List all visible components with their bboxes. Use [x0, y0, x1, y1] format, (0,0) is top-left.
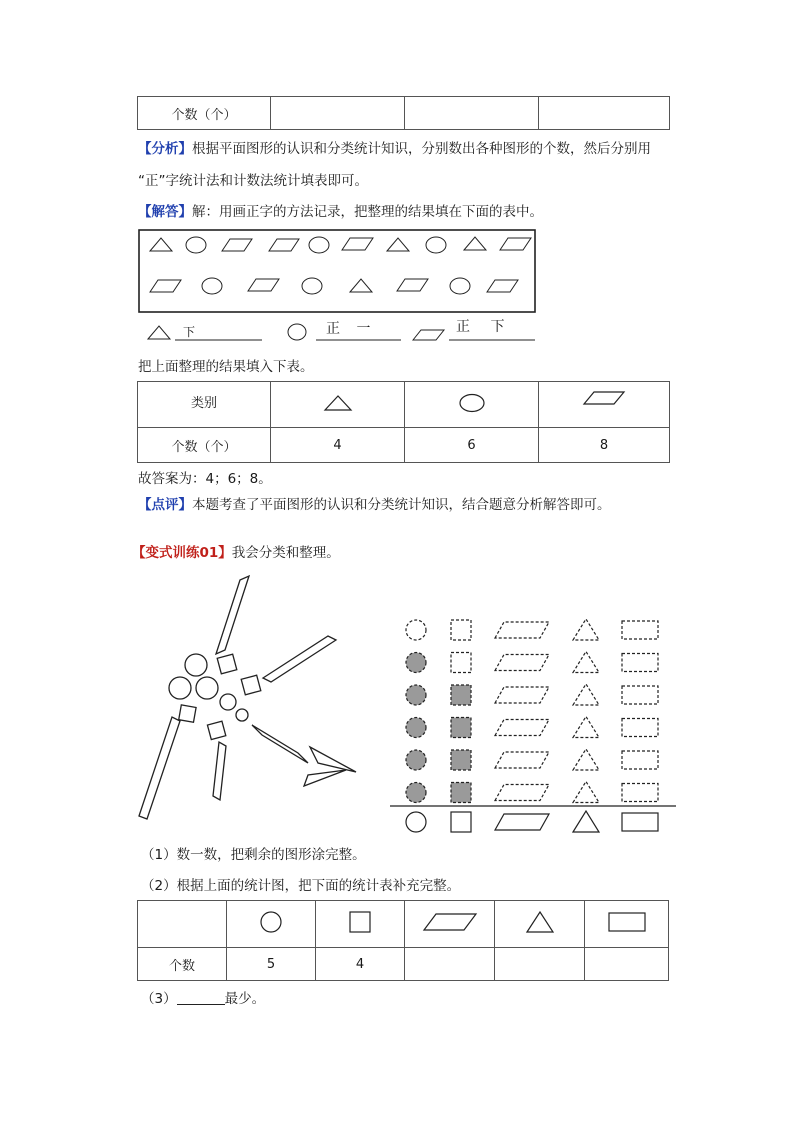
- question-3: [141, 990, 265, 1008]
- tally-triangle: 下: [183, 325, 196, 339]
- stats-value-circle: 5: [227, 948, 316, 981]
- parallelogram-mark: [495, 622, 549, 638]
- triangle-mark: [573, 652, 599, 673]
- square-mark: [451, 685, 471, 705]
- triangle-mark: [573, 717, 599, 738]
- stats-value-rectangle[interactable]: [585, 948, 669, 981]
- exercise-title: 我会分类和整理。: [231, 545, 340, 561]
- exercise-tag: 【变式训练01】: [132, 545, 232, 561]
- parallelogram-mark: [495, 687, 549, 703]
- parallelogram-icon: [422, 912, 478, 932]
- parallelogram-mark: [495, 752, 549, 768]
- triangle-mark: [573, 811, 599, 832]
- square-mark: [451, 653, 471, 673]
- question-3-suffix: 最少。: [224, 991, 266, 1007]
- analysis-line2: “正”字统计法和计数法统计填表即可。: [138, 173, 368, 189]
- rectangle-mark: [622, 654, 658, 672]
- result-row-label: 个数（个）: [138, 428, 271, 463]
- analysis-text: 根据平面图形的认识和分类统计知识，分别数出各种图形的个数，然后分别用: [192, 141, 651, 157]
- stats-header-triangle: [495, 901, 585, 948]
- comment-text: 本题考查了平面图形的认识和分类统计知识，结合题意分析解答即可。: [192, 497, 611, 513]
- final-answer: 故答案为：4；6；8。: [138, 471, 272, 487]
- rectangle-mark: [622, 686, 658, 704]
- rectangle-mark: [622, 813, 658, 831]
- stats-value-square: 4: [316, 948, 405, 981]
- rectangle-mark: [622, 784, 658, 802]
- result-value-circle: 6: [405, 428, 539, 463]
- parallelogram-mark: [495, 785, 549, 801]
- rectangle-mark: [622, 719, 658, 737]
- question-1: （1）数一数，把剩余的图形涂完整。: [141, 847, 366, 863]
- circle-mark: [406, 718, 426, 738]
- tally-parallelogram: 正 下: [456, 319, 513, 335]
- stats-header-square: [316, 901, 405, 948]
- result-value-parallelogram: 8: [539, 428, 670, 463]
- stats-value-triangle[interactable]: [495, 948, 585, 981]
- triangle-mark: [573, 749, 599, 770]
- parallelogram-mark: [495, 655, 549, 671]
- square-mark: [451, 750, 471, 770]
- circle-mark: [406, 685, 426, 705]
- triangle-mark: [573, 619, 599, 640]
- circle-mark: [406, 812, 426, 832]
- question-2: （2）根据上面的统计图，把下面的统计表补充完整。: [141, 878, 461, 894]
- question-3-prefix: （3）: [141, 991, 177, 1007]
- square-mark: [451, 812, 471, 832]
- top-table-row-label: 个数（个）: [138, 97, 271, 130]
- rectangle-mark: [622, 751, 658, 769]
- stats-header-parallelogram: [405, 901, 495, 948]
- answer-text: 解：用画正字的方法记录，把整理的结果填在下面的表中。: [192, 204, 543, 220]
- tally-circle: 正 一: [326, 321, 377, 337]
- square-mark: [451, 718, 471, 738]
- result-header-label: 类别: [138, 382, 271, 428]
- stats-header-rectangle: [585, 901, 669, 948]
- rectangle-mark: [622, 621, 658, 639]
- circle-mark: [406, 750, 426, 770]
- stats-header-circle: [227, 901, 316, 948]
- rectangle-icon: [607, 911, 647, 933]
- comment-tag: 【点评】: [138, 497, 192, 513]
- square-mark: [451, 783, 471, 803]
- circle-mark: [406, 653, 426, 673]
- analysis-tag: 【分析】: [138, 141, 192, 157]
- fill-prompt: 把上面整理的结果填入下表。: [138, 359, 314, 375]
- triangle-mark: [573, 782, 599, 803]
- stats-header-empty: [138, 901, 227, 948]
- answer-tag: 【解答】: [138, 204, 192, 220]
- triangle-mark: [573, 684, 599, 705]
- circle-mark: [406, 620, 426, 640]
- circle-mark: [406, 783, 426, 803]
- result-value-triangle: 4: [271, 428, 405, 463]
- parallelogram-mark: [495, 814, 549, 830]
- parallelogram-mark: [495, 720, 549, 736]
- stats-table: [137, 900, 669, 981]
- stats-value-parallelogram[interactable]: [405, 948, 495, 981]
- stats-row-label: 个数: [138, 948, 227, 981]
- square-icon: [348, 910, 372, 934]
- triangle-icon: [525, 910, 555, 934]
- square-mark: [451, 620, 471, 640]
- question-3-blank[interactable]: [177, 990, 225, 1005]
- circle-icon: [258, 910, 284, 934]
